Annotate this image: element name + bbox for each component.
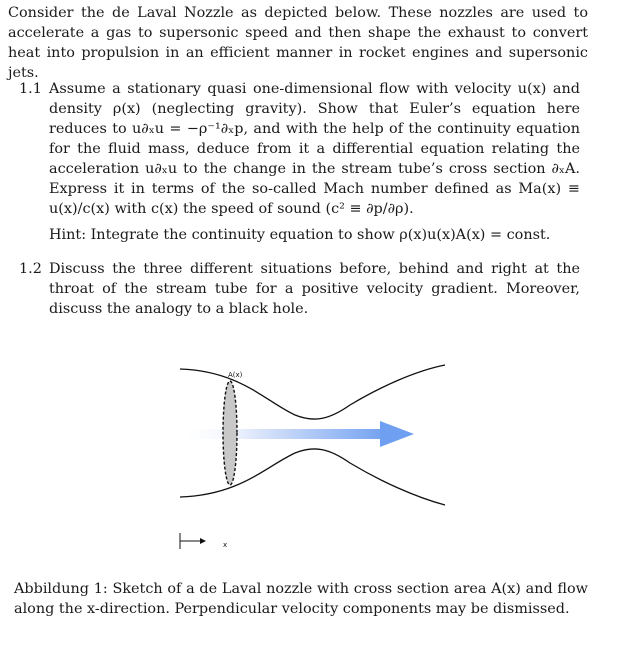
area-label: A(x) [228,371,243,379]
cross-section-ellipse [223,381,237,485]
figure-caption: Abbildung 1: Sketch of a de Laval nozzle with cross section area A(x) and flow along the x-direction. Perpendicular velocity components may be dismissed. [14,581,588,617]
nozzle-lower-wall [180,449,445,505]
problem-text: Discuss the three different situations before, behind and right at the throat of the stream tube for a positive velocity gradient. Moreover, discuss the analogy to a black hole. [49,261,580,317]
problem-text: Assume a stationary quasi one-dimensional flow with velocity u(x) and density ρ(x) (neglecting gravity). Show that Euler’s equation here reduces to u∂ₓu = −ρ⁻¹∂ₓp, and with the help of the continuity equation for the fluid mass, deduce from it a differential equation relating the acceleration u∂ₓu to the change in the stream tube’s cross section ∂ₓA. Express it in terms of the so-called Mach number defined as Ma(x) ≡ u(x)/c(x) with c(x) the speed of sound (c² ≡ ∂p/∂ρ). [49,81,580,217]
flow-arrow-head [380,421,414,447]
problem-1-1 [19,79,580,245]
nozzle-upper-wall [180,365,445,419]
problem-number: 1.2 [19,261,42,277]
axis-arrow-head [200,538,206,544]
intro-paragraph: Consider the de Laval Nozzle as depicted below. These nozzles are used to accelerate a gas to supersonic speed and then shape the exhaust to convert heat into propulsion in an efficient manner in rocket engines and supersonic jets. [8,5,588,81]
problem-number: 1.1 [19,81,42,97]
axis-label: x [223,541,228,549]
problem-1-2 [19,259,580,319]
problem-hint: Hint: Integrate the continuity equation to show ρ(x)u(x)A(x) = const. [49,227,551,243]
nozzle-figure [170,355,460,565]
flow-arrow-shaft [178,429,390,439]
